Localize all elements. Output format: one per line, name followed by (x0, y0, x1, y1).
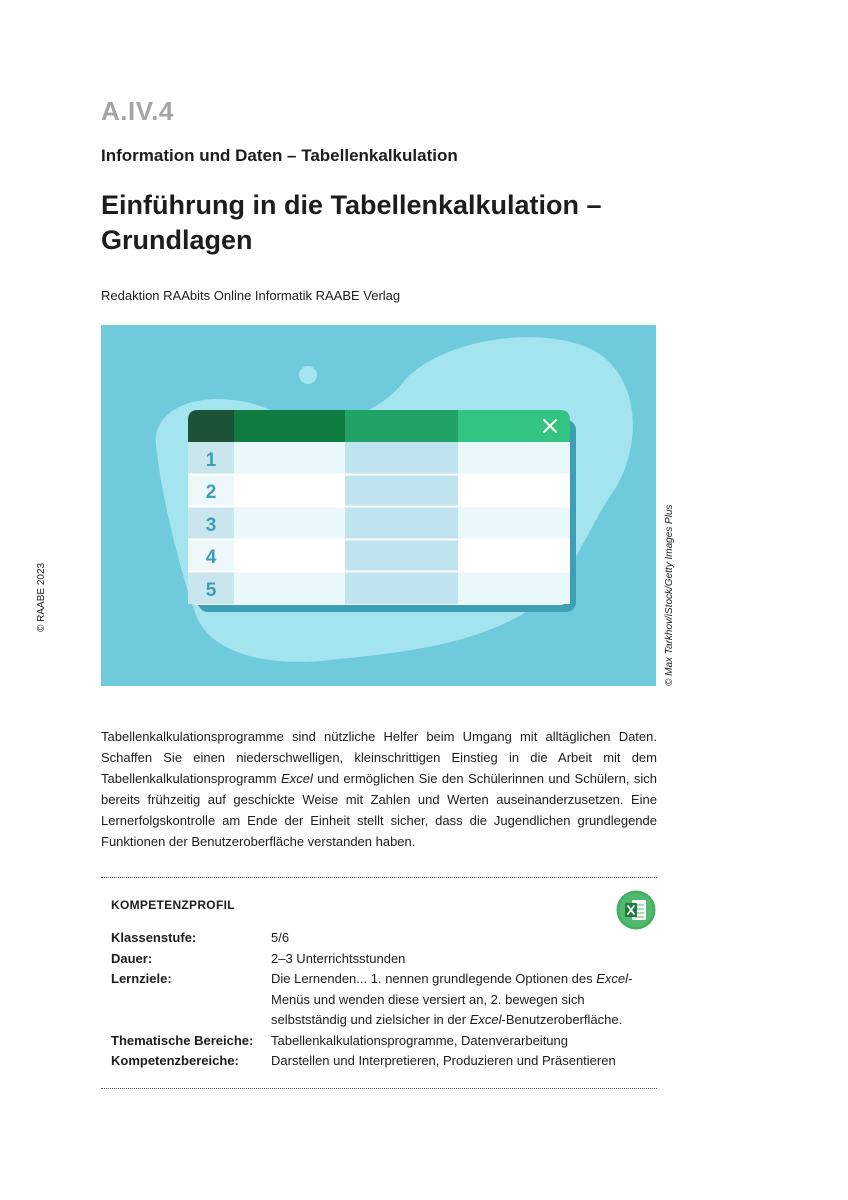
header-col-2 (345, 410, 458, 442)
spreadsheet-illustration (101, 325, 656, 686)
divider-bottom (101, 1088, 657, 1089)
lernziele-excel: Excel (469, 1012, 502, 1027)
hero-illustration (101, 325, 656, 686)
row-number: 4 (205, 547, 217, 568)
profile-label: Klassenstufe: (111, 930, 197, 945)
profile-label: Lernziele: (111, 971, 172, 986)
header-col-3 (458, 410, 570, 442)
lernziele-text: Die Lernenden... 1. nennen grundlegende Optionen des (271, 971, 597, 986)
profile-label: Dauer: (111, 950, 153, 966)
title-line-1: Einführung in die Tabellenkalkulation – (101, 190, 602, 220)
lernziele-text: -Menüs und wenden diese versiert an, 2. bewegen sich selbstständig und zielsicher in der (271, 971, 633, 1027)
row-number: 5 (205, 580, 217, 601)
intro-paragraph (101, 726, 657, 852)
profile-label: Kompetenzbereiche: (111, 1053, 239, 1068)
lernziele-text: -Benutzeroberfläche. (501, 1012, 623, 1027)
profile-label: Thematische Bereiche: (111, 1032, 254, 1048)
subject-heading: Information und Daten – Tabellenkalkulation (101, 146, 458, 165)
profile-value: Tabellenkalkulationsprogramme, Datenverarbeitung (271, 1032, 569, 1048)
competence-profile (111, 928, 651, 1072)
highlight-column (345, 442, 458, 604)
image-credit (664, 496, 678, 688)
image-credit-text: © Max Tarkhov/iStock/Getty Images Plus (664, 504, 675, 686)
profile-heading: KOMPETENZPROFIL (111, 898, 235, 912)
intro-text: Tabellenkalkulationsprogramme sind nützliche Helfer beim Umgang mit alltäglichen Daten. Schaffen Sie einen niederschwelligen, kleinschrittigen Einstieg in die Arbeit mit dem Tabellenkalkulationsprogramm (101, 729, 657, 786)
profile-row-bereiche (111, 1031, 651, 1052)
header-corner (188, 410, 234, 442)
profile-row-dauer (111, 949, 651, 970)
small-bubble (299, 366, 317, 384)
intro-excel: Excel (281, 771, 313, 786)
profile-value: 2–3 Unterrichtsstunden (271, 950, 406, 966)
unit-code: A.IV.4 (101, 96, 174, 126)
intro-text: und ermöglichen Sie den Schülerinnen und Schülern, sich bereits frühzeitig auf geschickte Weise mit Zahlen und Werten auseinanderzusetzen. Eine Lernerfolgskontrolle am Ende der Einheit stellt sicher, dass die Jugendlichen grundlegende Funktionen der Benutzeroberfläche verstanden haben. (101, 771, 658, 849)
copyright-text: © RAABE 2023 (36, 562, 47, 632)
profile-value: Darstellen und Interpretieren, Produzieren und Präsentieren (271, 1053, 616, 1068)
profile-value (271, 969, 651, 1031)
row-number: 2 (205, 482, 217, 503)
title-line-2: Grundlagen (101, 225, 253, 255)
row-number: 1 (205, 450, 217, 471)
excel-icon (616, 890, 656, 930)
copyright-note (36, 560, 52, 640)
row-number: 3 (205, 515, 217, 536)
page-title (101, 188, 661, 258)
lernziele-excel: Excel (596, 971, 629, 986)
divider-top (101, 877, 657, 878)
profile-value: 5/6 (271, 930, 290, 945)
profile-row-kompetenz (111, 1051, 651, 1072)
profile-row-lernziele (111, 969, 651, 1031)
grid-rows (188, 442, 570, 604)
profile-row-klassenstufe (111, 928, 651, 949)
author-line: Redaktion RAAbits Online Informatik RAABE Verlag (101, 288, 401, 303)
header-col-1 (234, 410, 345, 442)
